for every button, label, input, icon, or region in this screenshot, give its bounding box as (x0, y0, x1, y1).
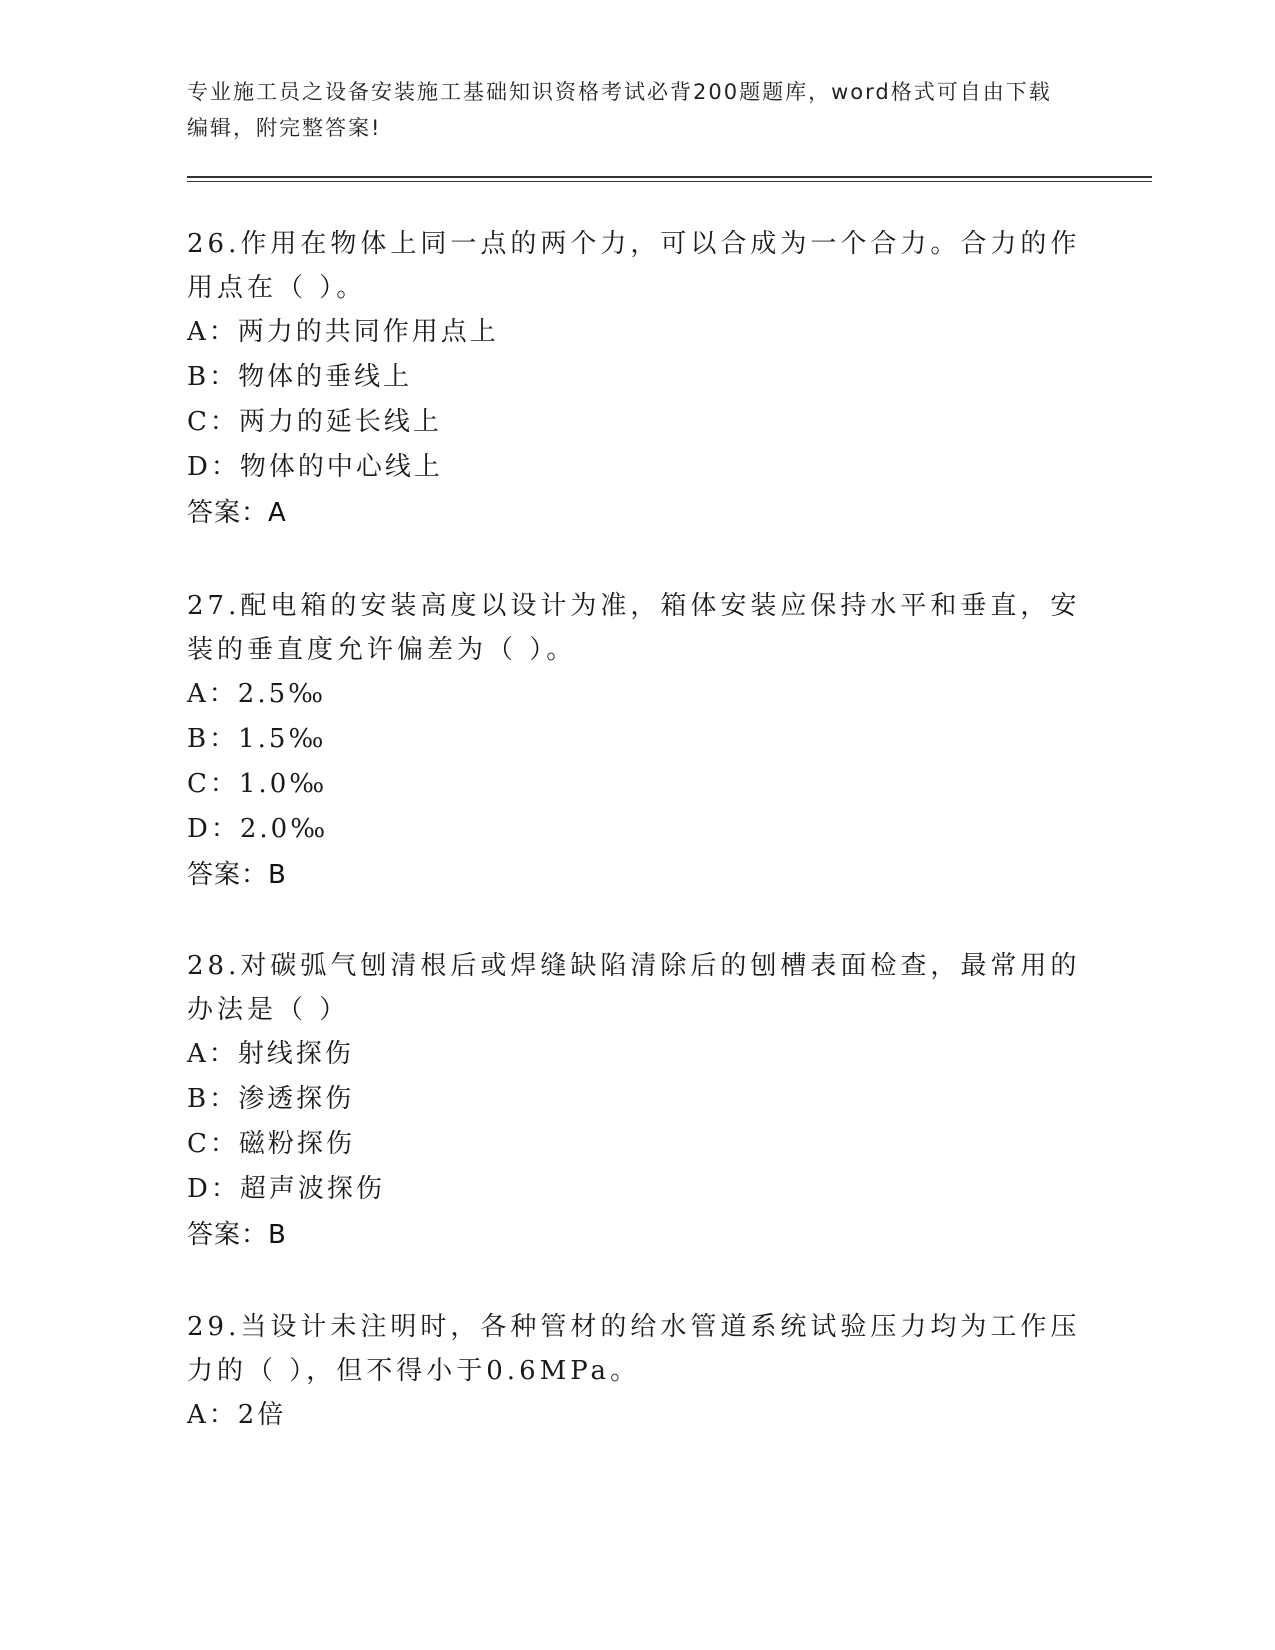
question-27 (187, 584, 1087, 898)
question-stem: 28.对碳弧气刨清根后或焊缝缺陷清除后的刨槽表面检查，最常用的办法是（ ） (187, 951, 1081, 1025)
option-a: A：2倍 (187, 1400, 287, 1430)
option-d: D：超声波探伤 (187, 1174, 385, 1204)
option-b: B：1.5‰ (187, 724, 327, 754)
option-b: B：物体的垂线上 (187, 362, 413, 392)
question-28 (187, 944, 1087, 1258)
header-divider-thick (187, 176, 1152, 178)
option-b: B：渗透探伤 (187, 1084, 355, 1114)
answer-label: 答案：A (187, 498, 287, 528)
question-stem: 26.作用在物体上同一点的两个力，可以合成为一个合力。合力的作用点在（ ）。 (187, 229, 1081, 303)
question-29 (187, 1305, 1087, 1438)
option-c: C：磁粉探伤 (187, 1129, 355, 1159)
answer-label: 答案：B (187, 860, 287, 890)
option-d: D：物体的中心线上 (187, 452, 443, 482)
document-header-title: 专业施工员之设备安装施工基础知识资格考试必背200题题库，word格式可自由下载编辑，附完整答案! (187, 80, 1052, 140)
option-d: D：2.0‰ (187, 814, 329, 844)
question-26 (187, 222, 1087, 536)
question-stem: 29.当设计未注明时，各种管材的给水管道系统试验压力均为工作压力的（ ），但不得小于0.6MPa。 (187, 1312, 1081, 1386)
option-a: A：2.5‰ (187, 679, 327, 709)
option-c: C：两力的延长线上 (187, 407, 442, 437)
answer-label: 答案：B (187, 1220, 287, 1250)
option-a: A：两力的共同作用点上 (187, 317, 499, 347)
option-c: C：1.0‰ (187, 769, 328, 799)
header-divider-thin (187, 181, 1152, 182)
question-stem: 27.配电箱的安装高度以设计为准，箱体安装应保持水平和垂直，安装的垂直度允许偏差为（ ）。 (187, 591, 1081, 665)
option-a: A：射线探伤 (187, 1039, 354, 1069)
